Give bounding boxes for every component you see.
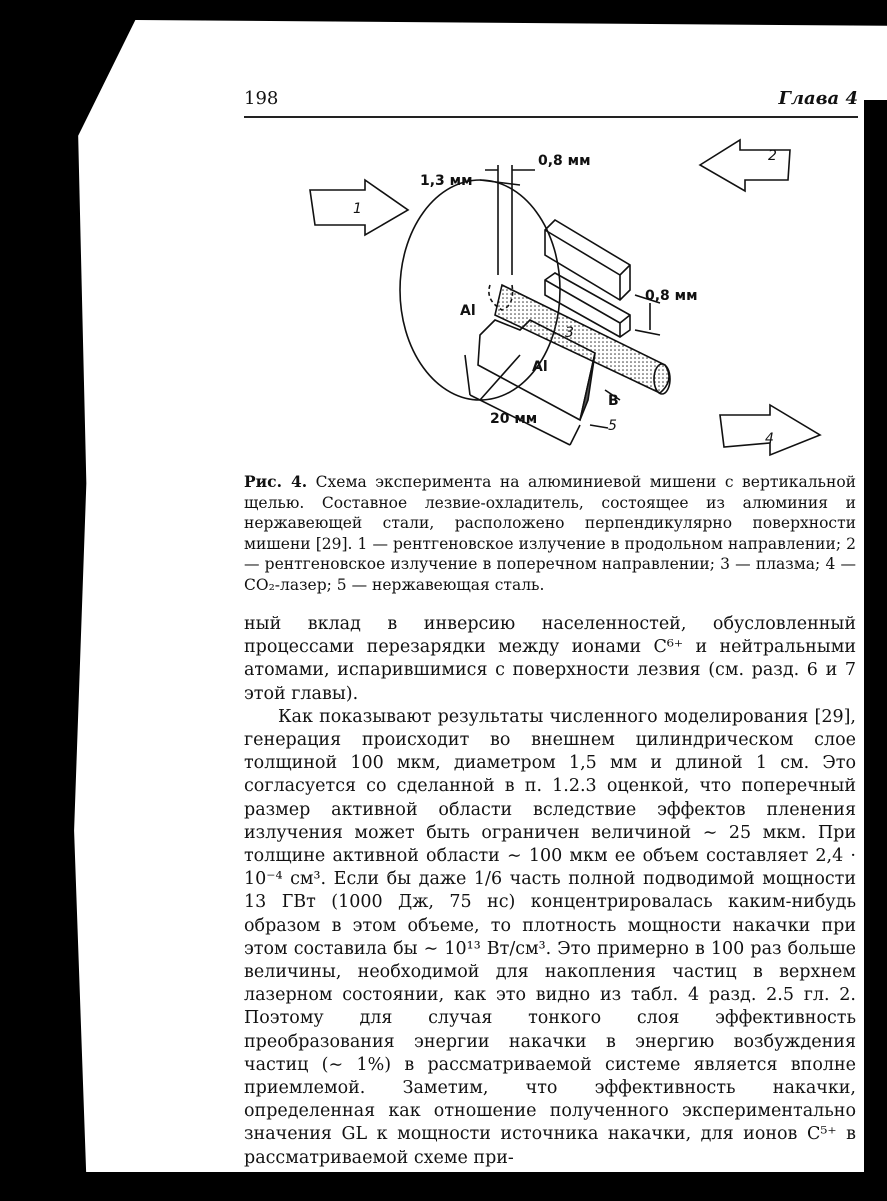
arrow-4-label: 4 — [765, 431, 774, 447]
label-al-top: Al — [460, 303, 476, 319]
scan-border-left — [0, 0, 72, 1201]
label-b: B — [608, 393, 619, 409]
label-al-bottom: Al — [532, 359, 548, 375]
page-number: 198 — [244, 88, 279, 109]
paragraph: Как показывают результаты численного моделирования [29], генерация происходит во внешнем цилиндрическом слое толщиной 100 мкм, диаметром 1,5 мм и длиной 1 см. Это согласуется со сделанной в п. 1.2.3 оценкой, что поперечный размер активной области вследствие эффектов пленения излучения может быть ограничен величиной ∼ 25 мкм. При толщине активной области ∼ 100 мкм ее объем составляет 2,4 · 10⁻⁴ см³. Если бы даже 1/6 часть полной подводимой мощности 13 ГВт (1000 Дж, 75 нс) концентрировалась каким-нибудь образом в этом объеме, то плотность мощности накачки при этом составила бы ∼ 10¹³ Вт/см³. Это примерно в 100 раз больше величины, необходимой для накопления частиц в верхнем лазерном состоянии, как это видно из табл. 4 разд. 2.5 гл. 2. Поэтому для случая тонкого слоя эффективность преобразования энергии накачки в энергию возбуждения частиц (∼ 1%) в рассматриваемой системе является вполне приемлемой. Заметим, что эффективность накачки, определенная как отношение полученного экспериментально значения GL к мощности источника накачки, для ионов C⁵⁺ в рассматриваемой схеме при- — [244, 706, 856, 1168]
dim-right: 0,8 мм — [645, 288, 698, 304]
scan-border-bottom — [0, 1172, 887, 1201]
dim-top-right: 0,8 мм — [538, 153, 591, 169]
arrow-5-label: 5 — [608, 418, 617, 434]
dim-bottom: 20 мм — [490, 411, 538, 427]
arrow-4-shape — [720, 405, 820, 455]
body-text — [244, 613, 856, 1170]
figure-caption — [244, 472, 856, 595]
arrow-2-label: 2 — [768, 148, 777, 164]
chapter-title: Глава 4 — [778, 88, 858, 109]
page-header — [244, 88, 858, 118]
scan-border-top — [0, 0, 887, 22]
arrow-3-label: 3 — [565, 325, 574, 341]
caption-lead: Рис. 4. — [244, 472, 308, 491]
paragraph: ный вклад в инверсию населенностей, обусловленный процессами перезарядки между ионами C⁶⁺ и нейтральными атомами, испарившимися с поверхности лезвия (см. разд. 6 и 7 этой главы). — [244, 614, 856, 704]
header-rule — [244, 116, 858, 118]
arrow-1-label: 1 — [353, 201, 362, 217]
caption-text: Схема эксперимента на алюминиевой мишени с вертикальной щелью. Составное лезвие-охладитель, состоящее из алюминия и нержавеющей стали, расположено перпендикулярно поверхности мишени [29]. 1 — рентгеновское излучение в продольном направлении; 2 — рентгеновское излучение в поперечном направлении; 3 — плазма; 4 — CO₂-лазер; 5 — нержавеющая сталь. — [244, 473, 856, 594]
dim-top-left: 1,3 мм — [420, 173, 473, 189]
scan-border-right — [864, 100, 887, 1180]
experiment-diagram — [290, 125, 850, 470]
